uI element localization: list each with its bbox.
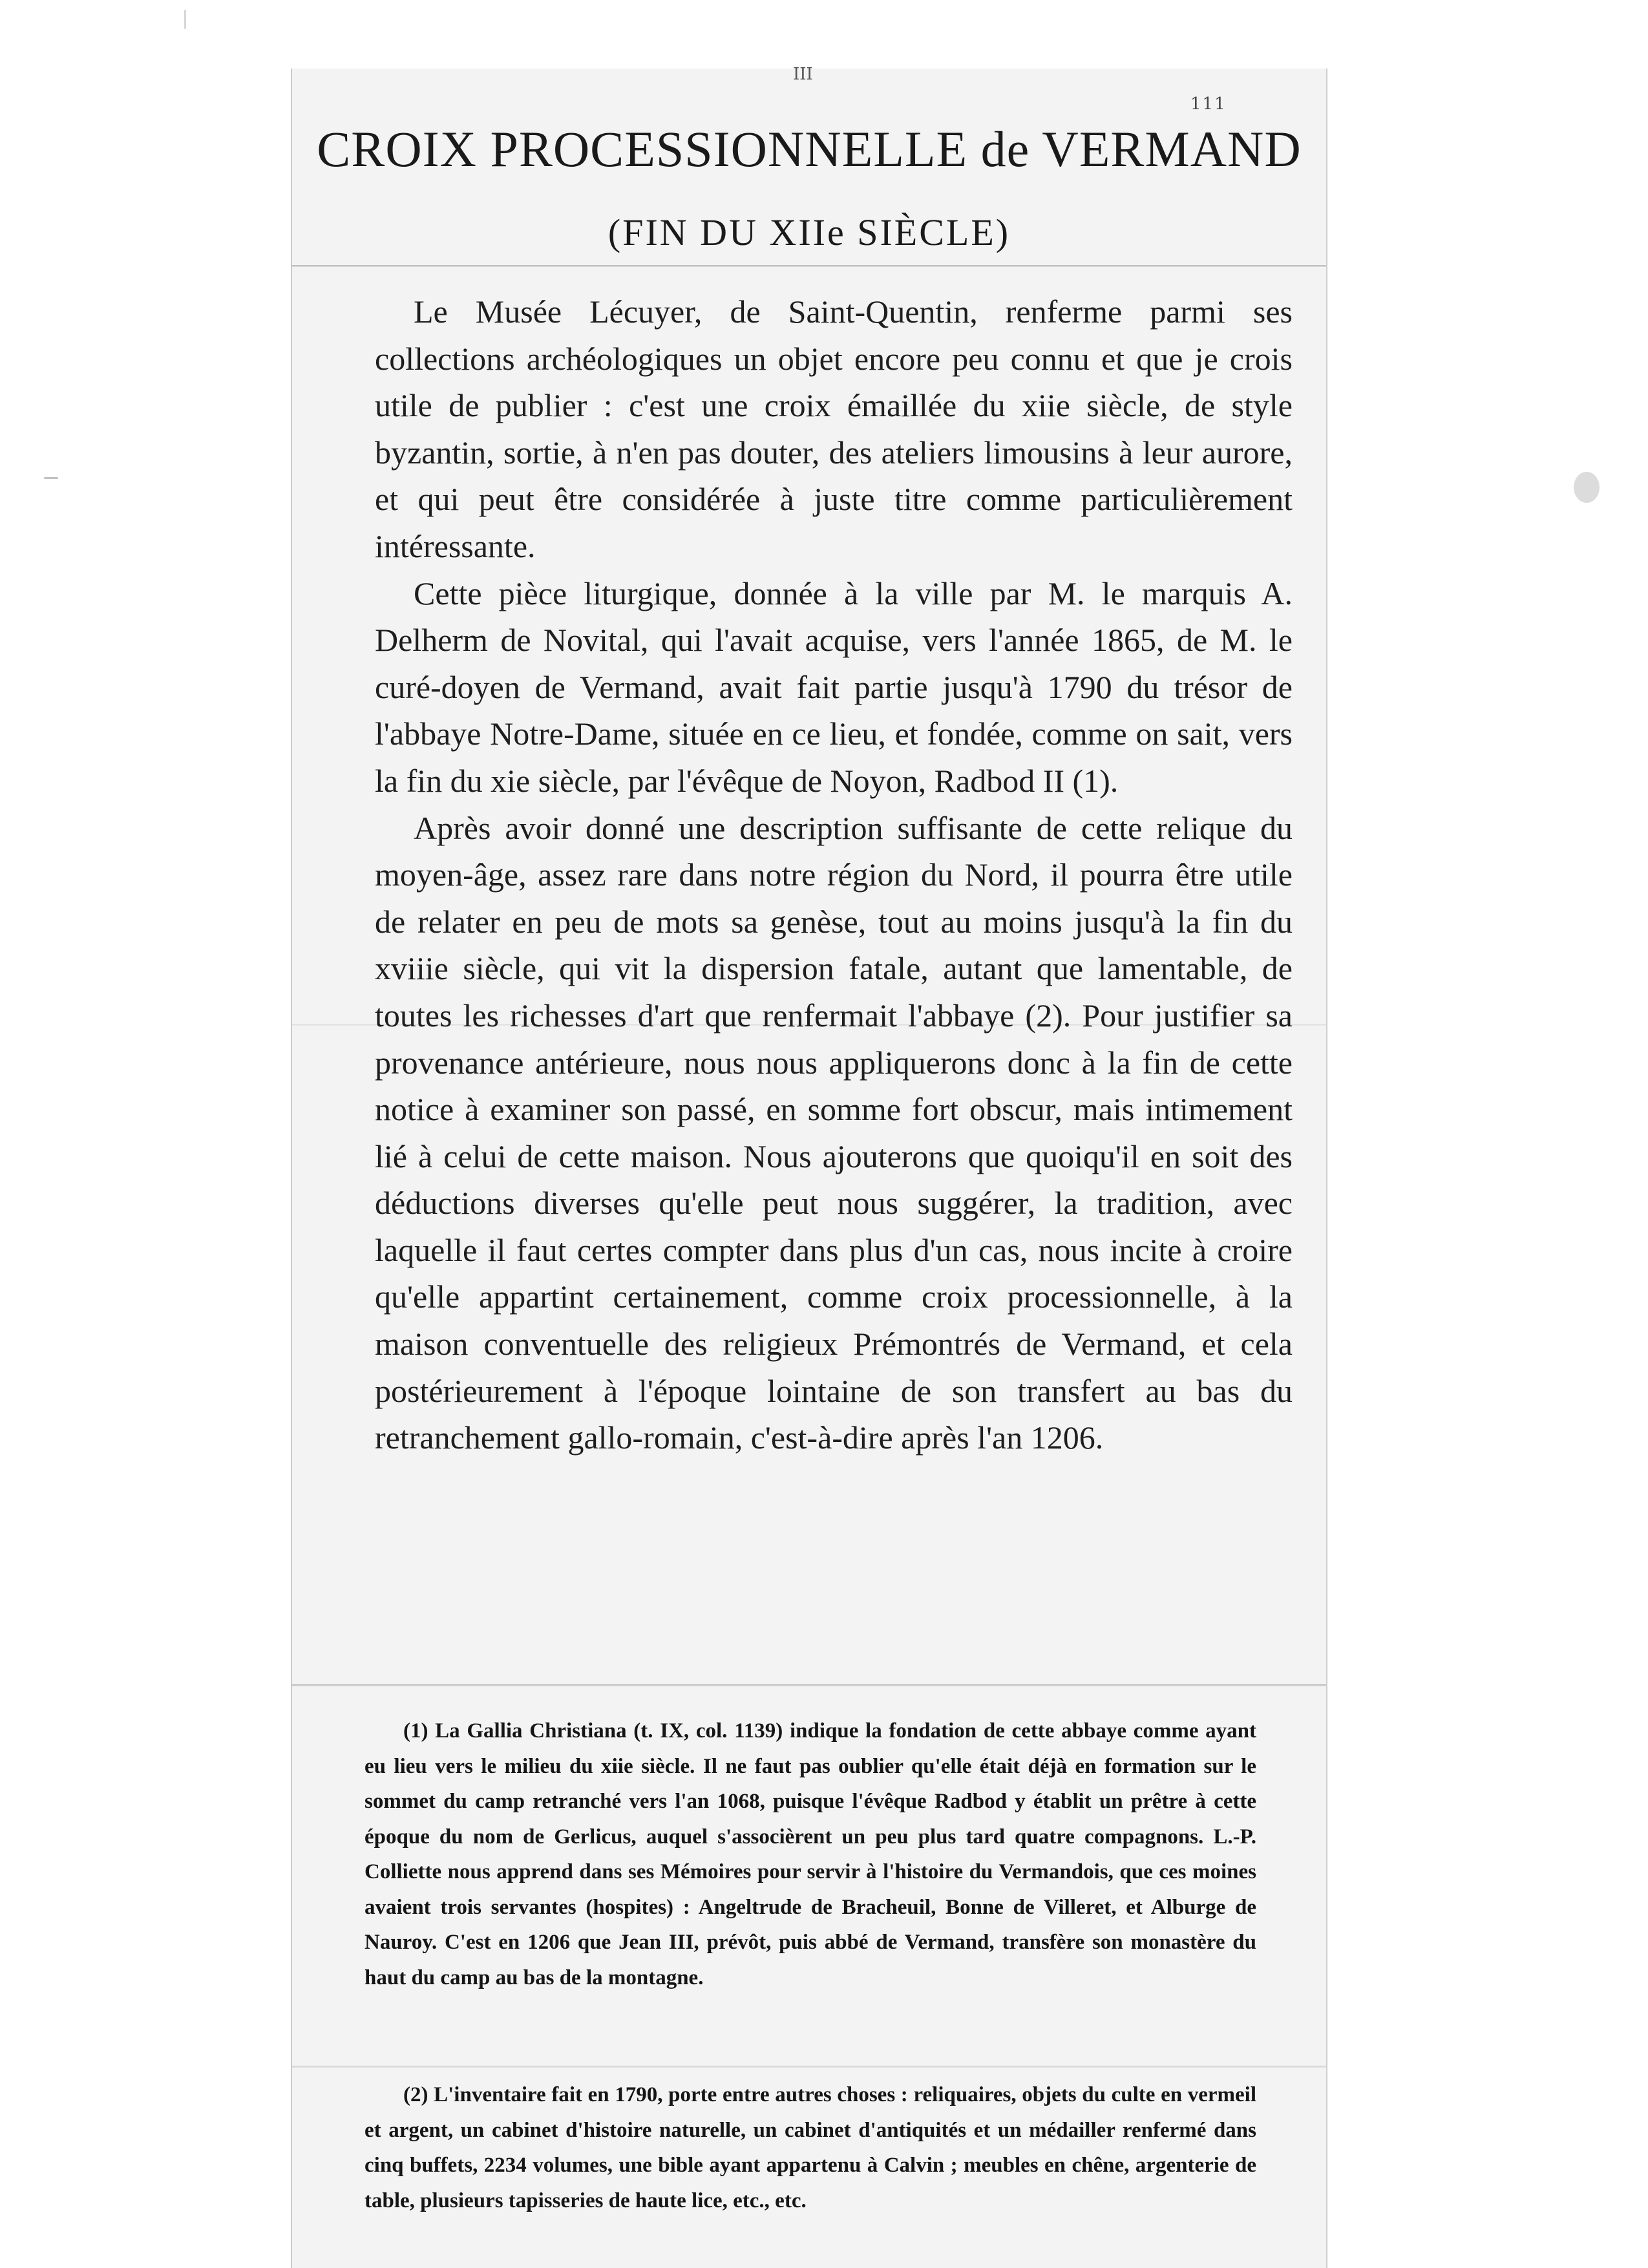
page-corner-mark: 111 (1190, 94, 1227, 114)
scan-speck (1574, 472, 1600, 503)
body-paragraph: Cette pièce liturgique, donnée à la ville par M. le marquis A. Delherm de Novital, qui l'avait acquise, vers l'année 1865, de M. le curé-doyen de Vermand, avait fait partie jusqu'à 1790 du trésor de l'abbaye Notre-Dame, située en ce lieu, et fondée, comme on sait, vers la fin du xie siècle, par l'évêque de Noyon, Radbod II (1). (375, 575, 1293, 799)
scanned-page (291, 65, 1327, 2268)
page-title: CROIX PROCESSIONNELLE de VERMAND (317, 121, 1302, 177)
fold-line (292, 265, 1326, 267)
page-top-mark: III (793, 65, 813, 84)
fold-line (292, 1684, 1326, 1686)
scan-speck (184, 10, 186, 29)
body-paragraph: Après avoir donné une description suffisante de cette relique du moyen-âge, assez rare dans notre région du Nord, il pourra être utile de relater en peu de mots sa genèse, tout au moins jusqu'à la fin du xviiie siècle, qui vit la dispersion fatale, autant que lamentable, de toutes les richesses d'art que renfermait l'abbaye (2). Pour justifier sa provenance antérieure, nous nous appliquerons donc à la fin de cette notice à examiner son passé, en somme fort obscur, mais intimement lié à celui de cette maison. Nous ajouterons que quoiqu'il en soit des déductions diverses qu'elle peut nous suggérer, la tradition, avec laquelle il faut certes compter dans plus d'un cas, nous incite à croire qu'elle appartint certainement, comme croix processionnelle, à la maison conventuelle des religieux Prémontrés de Vermand, et cela postérieurement à l'époque lointaine de son transfert au bas du retranchement gallo-romain, c'est-à-dire après l'an 1206. (375, 809, 1293, 1456)
footnote-1 (364, 1713, 1256, 1995)
footnote-2 (364, 2077, 1256, 2218)
scan-speck (44, 477, 58, 479)
fold-line (292, 2066, 1326, 2068)
footnote-text: (1) La Gallia Christiana (t. IX, col. 1139) indique la fondation de cette abbaye comme ayant eu lieu vers le milieu du xiie siècle. Il ne faut pas oublier qu'elle était déjà en formation sur le sommet du camp retranché vers l'an 1068, puisque l'évêque Radbod y établit un prêtre à cette époque du nom de Gerlicus, auquel s'associèrent un peu plus tard quatre compagnons. L.-P. Colliette nous apprend dans ses Mémoires pour servir à l'histoire du Vermandois, que ces moines avaient trois servantes (hospites) : Angeltrude de Bracheuil, Bonne de Villeret, et Alburge de Nauroy. C'est en 1206 que Jean III, prévôt, puis abbé de Vermand, transfère son monastère du haut du camp au bas de la montagne. (364, 1719, 1256, 1989)
page-subtitle: (FIN DU XIIe SIÈCLE) (607, 211, 1011, 253)
footnote-text: (2) L'inventaire fait en 1790, porte entre autres choses : reliquaires, objets du culte en vermeil et argent, un cabinet d'histoire naturelle, un cabinet d'antiquités et un médailler renfermé dans cinq buffets, 2234 volumes, une bible ayant appartenu à Calvin ; meubles en chêne, argenterie de table, plusieurs tapisseries de haute lice, etc., etc. (364, 2083, 1256, 2212)
body-paragraph: Le Musée Lécuyer, de Saint-Quentin, renferme parmi ses collections archéologiques un objet encore peu connu et que je crois utile de publier : c'est une croix émaillée du xiie siècle, de style byzantin, sortie, à n'en pas douter, des ateliers limousins à leur aurore, et qui peut être considérée à juste titre comme particulièrement intéressante. (375, 293, 1293, 564)
article-body (375, 288, 1293, 1461)
